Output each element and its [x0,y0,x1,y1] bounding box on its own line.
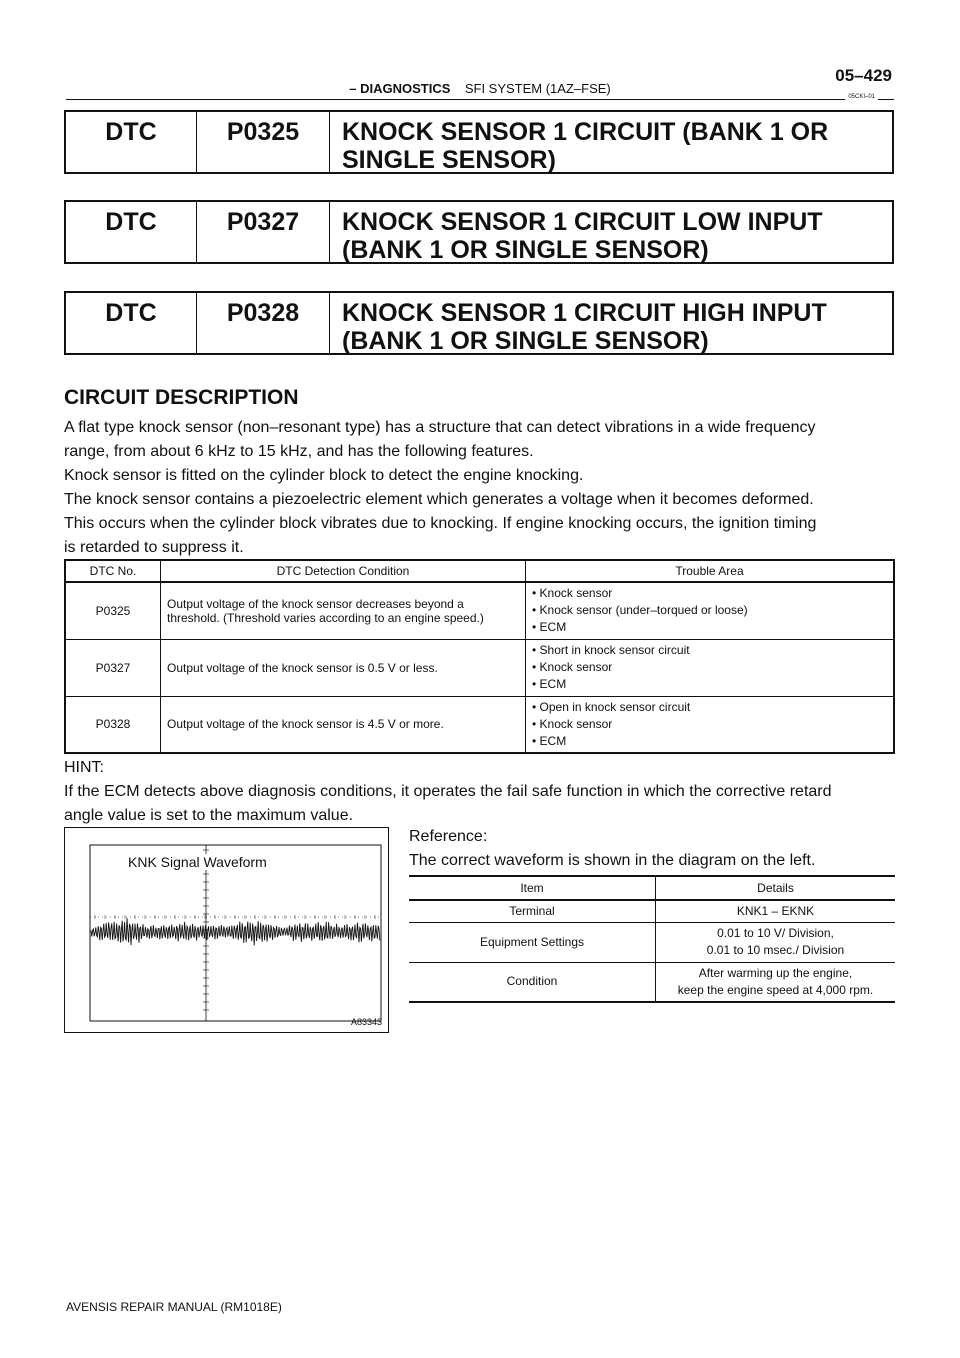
condition-line: Output voltage of the knock sensor is 0.5 V or less. [167,660,438,675]
description-line: is retarded to suppress it. [64,539,244,556]
description-line: A flat type knock sensor (non–resonant type) has a structure that can detect vibrations in a wide frequency [64,419,816,436]
trouble-area-item: • Short in knock sensor circuit [532,643,690,657]
trouble-area-cell [526,696,895,753]
dtc-title [330,293,892,353]
dtc-title [330,202,892,262]
dtc-label: DTC [66,112,197,172]
description-line: Knock sensor is fitted on the cylinder block to detect the engine knocking. [64,467,584,484]
header-ref-code: 05CKI–01 [845,94,878,100]
trouble-area-item: • ECM [532,733,567,748]
condition-line: threshold. (Threshold varies according to an engine speed.) [167,610,484,625]
dtc-box-p0325 [64,110,894,174]
reference-text: The correct waveform is shown in the diagram on the left. [409,852,816,869]
item-cell: Terminal [409,900,656,922]
item-cell: Equipment Settings [409,922,656,962]
table-row [65,696,894,753]
reference-label: Reference: [409,828,488,845]
condition-cell [161,696,526,753]
condition-cell [161,639,526,696]
header-subsection: SFI SYSTEM (1AZ–FSE) [464,81,611,96]
reference-block [409,825,815,873]
dtc-title-line1: KNOCK SENSOR 1 CIRCUIT HIGH INPUT [342,299,827,327]
col-header-details: Details [656,876,896,900]
condition-line: Output voltage of the knock sensor decreases beyond a [167,596,464,611]
page-footer: AVENSIS REPAIR MANUAL (RM1018E) [66,1300,282,1314]
condition-line: Output voltage of the knock sensor is 4.5 V or more. [167,717,444,732]
trouble-area-cell [526,582,895,639]
dtc-title-line2: SINGLE SENSOR) [342,146,556,174]
table-row [65,639,894,696]
table-header-row [65,560,894,582]
page-header [0,81,960,96]
header-section: – DIAGNOSTICS [349,81,451,96]
trouble-area-item: • Knock sensor [532,716,613,731]
trouble-area-item: • ECM [532,677,567,691]
dtc-code-cell: P0325 [65,582,161,639]
hint-line: angle value is set to the maximum value. [64,807,354,824]
details-line: KNK1 – EKNK [736,903,815,918]
dtc-label: DTC [66,293,197,353]
item-cell: Condition [409,962,656,1002]
dtc-title-line1: KNOCK SENSOR 1 CIRCUIT (BANK 1 OR [342,118,829,146]
dtc-table [64,559,895,754]
col-header-condition: DTC Detection Condition [161,560,526,582]
dtc-title-line1: KNOCK SENSOR 1 CIRCUIT LOW INPUT [342,208,823,236]
dtc-code: P0325 [197,112,330,172]
dtc-code: P0327 [197,202,330,262]
dtc-code-cell: P0328 [65,696,161,753]
col-header-item: Item [409,876,656,900]
dtc-label: DTC [66,202,197,262]
dtc-title [330,112,892,172]
details-cell [656,962,896,1002]
hint-line: If the ECM detects above diagnosis conditions, it operates the fail safe function in which the corrective retard [64,783,832,800]
trouble-area-cell [526,639,895,696]
col-header-trouble-area: Trouble Area [526,560,895,582]
dtc-title-line2: (BANK 1 OR SINGLE SENSOR) [342,236,709,264]
col-header-dtc-no: DTC No. [65,560,161,582]
details-line: After warming up the engine, [698,965,853,980]
trouble-area-item: • Knock sensor [532,586,613,601]
knk-waveform-trace [91,918,380,945]
trouble-area-item: • Knock sensor (under–torqued or loose) [532,603,748,618]
hint-label: HINT: [64,759,104,776]
table-row [409,900,895,922]
table-row [409,922,895,962]
figure-id: A83343 [351,1017,383,1027]
reference-table [409,875,895,1003]
dtc-box-p0327 [64,200,894,264]
details-line: keep the engine speed at 4,000 rpm. [677,982,874,997]
hint-block [64,756,896,828]
circuit-description-heading: CIRCUIT DESCRIPTION [64,386,299,409]
description-line: This occurs when the cylinder block vibrates due to knocking. If engine knocking occurs, the ignition timing [64,515,817,532]
description-line: The knock sensor contains a piezoelectric element which generates a voltage when it becomes deformed. [64,491,814,508]
reference-header-row [409,876,895,900]
figure-title: KNK Signal Waveform [128,854,267,870]
dtc-title-line2: (BANK 1 OR SINGLE SENSOR) [342,327,709,355]
trouble-area-item: • Open in knock sensor circuit [532,699,691,714]
table-row [409,962,895,1002]
trouble-area-item: • Knock sensor [532,660,613,674]
description-line: range, from about 6 kHz to 15 kHz, and has the following features. [64,443,534,460]
condition-cell [161,582,526,639]
circuit-description-text [64,416,896,560]
details-cell [656,922,896,962]
dtc-box-p0328 [64,291,894,355]
dtc-code: P0328 [197,293,330,353]
details-line: 0.01 to 10 msec./ Division [706,943,845,957]
details-line: 0.01 to 10 V/ Division, [717,926,834,940]
dtc-code-cell: P0327 [65,639,161,696]
table-row [65,582,894,639]
page-number: 05–429 [835,66,892,85]
details-cell [656,900,896,922]
header-rule [66,99,894,100]
trouble-area-item: • ECM [532,620,567,635]
